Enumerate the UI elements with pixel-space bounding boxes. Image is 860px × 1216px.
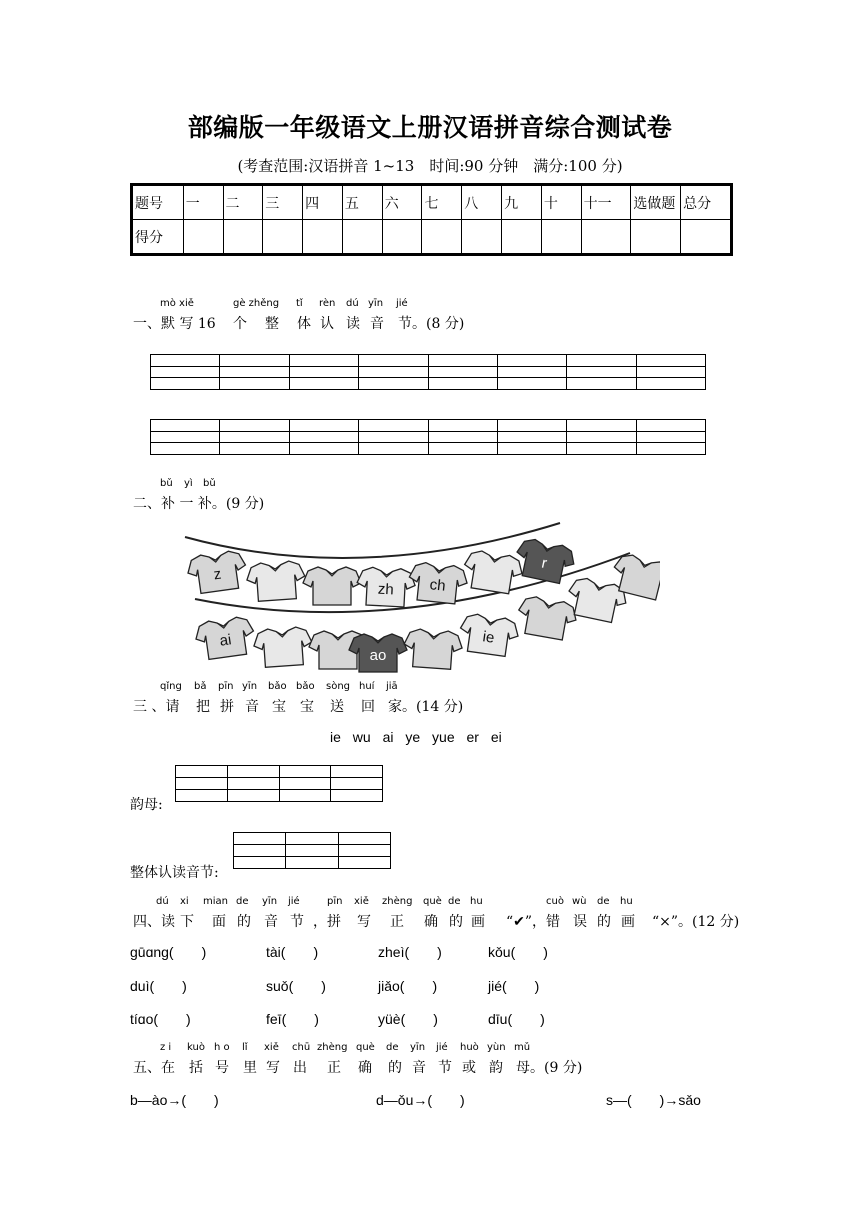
- top-shirt: [512, 536, 577, 585]
- hanzi: 的: [597, 914, 611, 930]
- hanzi: 确: [424, 914, 438, 930]
- score-header-cell: 总分: [681, 185, 732, 220]
- syllable-item[interactable]: tài( ): [266, 944, 319, 960]
- bottom-shirt: [403, 628, 464, 670]
- pinyin: de: [448, 896, 461, 907]
- top-shirt: [356, 567, 416, 608]
- pinyin: xiě: [264, 1042, 279, 1053]
- pinyin: zhèng: [382, 896, 413, 907]
- score-cell[interactable]: [681, 220, 732, 255]
- syllable-item[interactable]: duì( ): [130, 978, 187, 994]
- pinyin: pīn: [327, 896, 343, 907]
- hanzi: 面: [212, 914, 226, 930]
- hanzi: 认: [320, 316, 334, 332]
- pinyin: mǔ: [514, 1042, 531, 1053]
- score-header-cell: 二: [223, 185, 263, 220]
- score-header-cell: 题号: [132, 185, 184, 220]
- finals-label: 韵母:: [130, 797, 163, 813]
- score-cell[interactable]: [541, 220, 581, 255]
- pinyin: què: [423, 896, 442, 907]
- pinyin: h o: [214, 1042, 230, 1053]
- pinyin: wù: [572, 896, 587, 907]
- bottom-shirt: [253, 626, 314, 668]
- hanzi: 写: [357, 914, 371, 930]
- score-cell[interactable]: [581, 220, 631, 255]
- pinyin: de: [597, 896, 610, 907]
- score-header-cell: 一: [183, 185, 223, 220]
- syllable-item[interactable]: zheì( ): [378, 944, 442, 960]
- hanzi: 宝: [272, 699, 286, 715]
- shirt-letter: ao: [369, 647, 387, 664]
- pinyin-letter-bank: ie wu ai ye yue er ei: [330, 729, 502, 745]
- score-cell[interactable]: [303, 220, 343, 255]
- hanzi: 里: [243, 1060, 257, 1076]
- syllable-item[interactable]: dīu( ): [488, 1011, 545, 1027]
- s1-prefix: 一、默 写 16: [133, 316, 216, 332]
- pinyin: chū: [292, 1042, 311, 1053]
- pinyin: què: [356, 1042, 375, 1053]
- score-cell[interactable]: [263, 220, 303, 255]
- pinyin: dú: [346, 298, 359, 309]
- pinyin: bǔ: [203, 478, 216, 489]
- pinyin: dú: [156, 896, 169, 907]
- hanzi: 号: [215, 1060, 229, 1076]
- hanzi: 韵: [489, 1060, 503, 1076]
- pinyin: huí: [359, 681, 375, 692]
- hanzi: 的: [388, 1060, 402, 1076]
- hanzi: 正: [327, 1060, 341, 1076]
- pinyin: yīn: [262, 896, 278, 907]
- hanzi: 四、读: [133, 914, 175, 930]
- pinyin: tǐ: [296, 298, 303, 309]
- pinyin: bǎo: [296, 681, 315, 692]
- pinyin: yīn: [242, 681, 258, 692]
- hanzi: 母。(9 分): [516, 1060, 583, 1076]
- pinyin: cuò: [546, 896, 564, 907]
- pinyin: de: [236, 896, 249, 907]
- pinyin: jié: [396, 298, 408, 309]
- pinyin: rèn: [319, 298, 336, 309]
- syllable-item[interactable]: yüè( ): [378, 1011, 438, 1027]
- score-cell[interactable]: [183, 220, 223, 255]
- score-header-cell: 九: [502, 185, 542, 220]
- pinyin: lǐ: [242, 1042, 248, 1053]
- pinyin: hu: [470, 896, 483, 907]
- hanzi: 体: [297, 316, 311, 332]
- score-cell[interactable]: [342, 220, 382, 255]
- score-header-cell: 十一: [581, 185, 631, 220]
- hanzi: 三 、请: [133, 699, 180, 715]
- pinyin: yì: [184, 478, 193, 489]
- writing-grid-2[interactable]: [150, 419, 706, 455]
- hanzi: 的: [449, 914, 463, 930]
- pinyin: jiā: [386, 681, 398, 692]
- fill-item[interactable]: s—( )→sǎo: [606, 1092, 701, 1108]
- pinyin: bǔ: [160, 478, 173, 489]
- pinyin: bǎo: [268, 681, 287, 692]
- score-row-label: 得分: [132, 220, 184, 255]
- shirt-letter: ie: [481, 628, 496, 647]
- whole-syllable-label: 整体认读音节:: [130, 865, 219, 881]
- pinyin: de: [386, 1042, 399, 1053]
- hanzi: 确: [358, 1060, 372, 1076]
- whole-syllable-grid[interactable]: [233, 832, 391, 869]
- hanzi: 拼: [220, 699, 234, 715]
- top-shirt: [303, 567, 361, 605]
- pinyin: huò: [460, 1042, 479, 1053]
- hanzi: “✔”，错: [506, 914, 561, 930]
- bottom-shirt: [194, 615, 257, 661]
- hanzi: 宝: [300, 699, 314, 715]
- hanzi: 整: [265, 316, 279, 332]
- score-header-cell: 八: [462, 185, 502, 220]
- pinyin: pīn: [218, 681, 234, 692]
- s2-heading: 二、补 一 补。(9 分): [133, 496, 265, 512]
- top-shirt: [246, 560, 307, 602]
- score-cell[interactable]: [422, 220, 462, 255]
- fill-item[interactable]: d—ǒu→( ): [376, 1092, 465, 1108]
- score-table: [130, 183, 733, 256]
- pinyin: mò xiě: [160, 298, 194, 309]
- pinyin: kuò: [187, 1042, 205, 1053]
- score-cell[interactable]: [223, 220, 263, 255]
- shirt-letter: z: [212, 565, 223, 584]
- shirt-letter: ch: [428, 576, 447, 595]
- syllable-item[interactable]: tíɑo( ): [130, 1011, 191, 1027]
- hanzi: 写: [266, 1060, 280, 1076]
- syllable-item[interactable]: suǒ( ): [266, 978, 326, 994]
- pinyin: gè zhěng: [233, 298, 280, 309]
- pinyin: zhèng: [317, 1042, 348, 1053]
- score-table-score-row: [132, 220, 732, 255]
- score-header-cell: 七: [422, 185, 462, 220]
- score-header-cell: 三: [263, 185, 303, 220]
- syllable-item[interactable]: kǒu( ): [488, 944, 548, 960]
- hanzi: 误: [573, 914, 587, 930]
- hanzi: 个: [233, 316, 247, 332]
- syllable-item[interactable]: jié( ): [488, 978, 540, 994]
- score-header-cell: 十: [541, 185, 581, 220]
- fill-item[interactable]: b—ào→( ): [130, 1092, 219, 1108]
- pinyin: jié: [288, 896, 300, 907]
- hanzi: 括: [189, 1060, 203, 1076]
- score-cell[interactable]: [631, 220, 681, 255]
- shirt-letter: r: [540, 554, 549, 573]
- score-header-cell: 五: [342, 185, 382, 220]
- pinyin: sòng: [326, 681, 351, 692]
- score-table-header-row: [132, 185, 732, 220]
- score-cell[interactable]: [382, 220, 422, 255]
- hanzi: 的: [237, 914, 251, 930]
- shirt-letter: zh: [377, 580, 395, 599]
- hanzi: 节。(8 分): [398, 316, 465, 332]
- score-cell[interactable]: [462, 220, 502, 255]
- hanzi: 画: [471, 914, 485, 930]
- page-subtitle: (考查范围:汉语拼音 1~13 时间:90 分钟 满分:100 分): [237, 157, 623, 175]
- hanzi: 或: [462, 1060, 476, 1076]
- writing-grid-1[interactable]: [150, 354, 706, 390]
- score-header-cell: 选做题: [631, 185, 681, 220]
- clothesline-illustration: [180, 515, 660, 675]
- hanzi: 家。(14 分): [388, 699, 464, 715]
- hanzi: 回: [361, 699, 375, 715]
- rope-top: [185, 523, 560, 558]
- score-cell[interactable]: [502, 220, 542, 255]
- pinyin: xiě: [354, 896, 369, 907]
- pinyin: bǎ: [194, 681, 207, 692]
- hanzi: “×”。(12 分): [652, 914, 740, 930]
- syllable-item[interactable]: gūɑng( ): [130, 944, 207, 960]
- hanzi: 把: [196, 699, 210, 715]
- score-header-cell: 四: [303, 185, 343, 220]
- hanzi: 读: [346, 316, 360, 332]
- pinyin: z i: [160, 1042, 172, 1053]
- hanzi: ，拼: [313, 914, 341, 930]
- hanzi: 音: [245, 699, 259, 715]
- syllable-item[interactable]: jiǎo( ): [378, 978, 438, 994]
- hanzi: 送: [330, 699, 344, 715]
- hanzi: 下: [180, 914, 194, 930]
- finals-grid[interactable]: [175, 765, 383, 802]
- score-header-cell: 六: [382, 185, 422, 220]
- pinyin: jié: [436, 1042, 448, 1053]
- hanzi: 节: [438, 1060, 452, 1076]
- pinyin: yīn: [368, 298, 384, 309]
- pinyin: mian: [203, 896, 228, 907]
- top-shirt: [186, 549, 249, 595]
- hanzi: 出: [293, 1060, 307, 1076]
- hanzi: 音: [370, 316, 384, 332]
- bottom-shirt: [515, 594, 579, 641]
- pinyin: yùn: [487, 1042, 506, 1053]
- hanzi: 五、在: [133, 1060, 175, 1076]
- bottom-shirt: [349, 634, 407, 672]
- top-shirt: [407, 561, 469, 605]
- shirt-letter: ai: [218, 631, 233, 650]
- pinyin: qǐng: [160, 681, 182, 692]
- hanzi: 节: [290, 914, 304, 930]
- syllable-item[interactable]: feī( ): [266, 1011, 319, 1027]
- hanzi: 音: [412, 1060, 426, 1076]
- hanzi: 正: [390, 914, 404, 930]
- pinyin: yīn: [410, 1042, 426, 1053]
- pinyin: xi: [180, 896, 189, 907]
- page-title: 部编版一年级语文上册汉语拼音综合测试卷: [187, 113, 673, 142]
- hanzi: 音: [264, 914, 278, 930]
- pinyin: hu: [620, 896, 633, 907]
- hanzi: 画: [621, 914, 635, 930]
- bottom-shirt: [457, 612, 520, 658]
